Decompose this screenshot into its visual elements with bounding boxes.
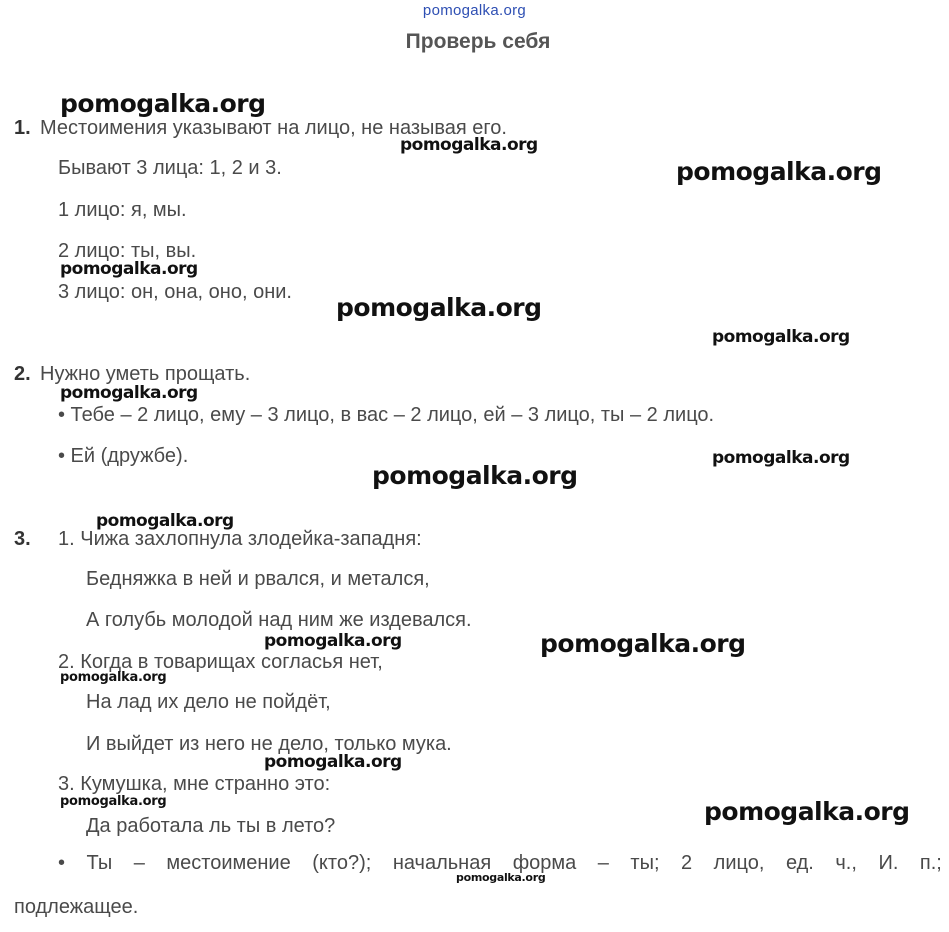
header-watermark: pomogalka.org (422, 2, 527, 19)
poem-line: На лад их дело не пойдёт, (86, 691, 331, 713)
item-2-line: Нужно уметь прощать. (40, 363, 251, 385)
item-1-line: Бывают 3 лица: 1, 2 и 3. (58, 157, 282, 179)
analysis-word: • (58, 852, 66, 874)
page-title: Проверь себя (405, 30, 551, 53)
watermark: pomogalka.org (264, 631, 402, 651)
analysis-word: форма (512, 852, 577, 874)
watermark: pomogalka.org (456, 871, 546, 884)
poem-line: 2. Когда в товарищах согласья нет, (58, 651, 383, 673)
watermark: pomogalka.org (704, 797, 910, 826)
poem-line: Да работала ль ты в лето? (86, 815, 336, 837)
analysis-word: (кто?); (312, 852, 372, 874)
poem-line: 1. Чижа захлопнула злодейка-западня: (58, 528, 422, 550)
poem-line: Бедняжка в ней и рвался, и метался, (86, 568, 430, 590)
watermark: pomogalka.org (336, 293, 542, 322)
analysis-end: подлежащее. (14, 896, 139, 918)
analysis-word: – (133, 852, 145, 874)
item-3-number: 3. (14, 528, 31, 550)
item-1-line: 3 лицо: он, она, оно, они. (58, 281, 292, 303)
watermark: pomogalka.org (96, 511, 234, 531)
poem-line: И выйдет из него не дело, только мука. (86, 733, 452, 755)
watermark: pomogalka.org (712, 448, 850, 468)
poem-line: А голубь молодой над ним же издевался. (86, 609, 472, 631)
analysis-word: местоимение (166, 852, 291, 874)
watermark: pomogalka.org (712, 327, 850, 347)
watermark: pomogalka.org (60, 670, 167, 685)
analysis-word: И. (878, 852, 899, 874)
watermark: pomogalka.org (264, 752, 402, 772)
analysis-word: Ты (86, 852, 113, 874)
item-1-line: 2 лицо: ты, вы. (58, 240, 197, 262)
item-2-number: 2. (14, 363, 31, 385)
watermark: pomogalka.org (540, 629, 746, 658)
analysis-word: 2 (681, 852, 693, 874)
analysis-word: лицо, (713, 852, 765, 874)
analysis-word: начальная (392, 852, 492, 874)
analysis-word: ч., (835, 852, 857, 874)
poem-line: 3. Кумушка, мне странно это: (58, 773, 331, 795)
analysis-word: п.; (919, 852, 942, 874)
item-1-number: 1. (14, 117, 31, 139)
item-1-line: 1 лицо: я, мы. (58, 199, 187, 221)
watermark: pomogalka.org (60, 794, 167, 809)
watermark: pomogalka.org (60, 259, 198, 279)
analysis-word: ты; (630, 852, 660, 874)
watermark: pomogalka.org (60, 383, 198, 403)
analysis-word: – (597, 852, 609, 874)
item-2-line: • Ей (дружбе). (58, 445, 189, 467)
item-1-line: Местоимения указывают на лицо, не называя его. (40, 117, 507, 139)
analysis-word: ед. (785, 852, 814, 874)
watermark: pomogalka.org (60, 89, 266, 118)
watermark: pomogalka.org (400, 135, 538, 155)
watermark: pomogalka.org (676, 157, 882, 186)
item-2-line: • Тебе – 2 лицо, ему – 3 лицо, в вас – 2 лицо, ей – 3 лицо, ты – 2 лицо. (58, 404, 715, 426)
watermark: pomogalka.org (372, 461, 578, 490)
